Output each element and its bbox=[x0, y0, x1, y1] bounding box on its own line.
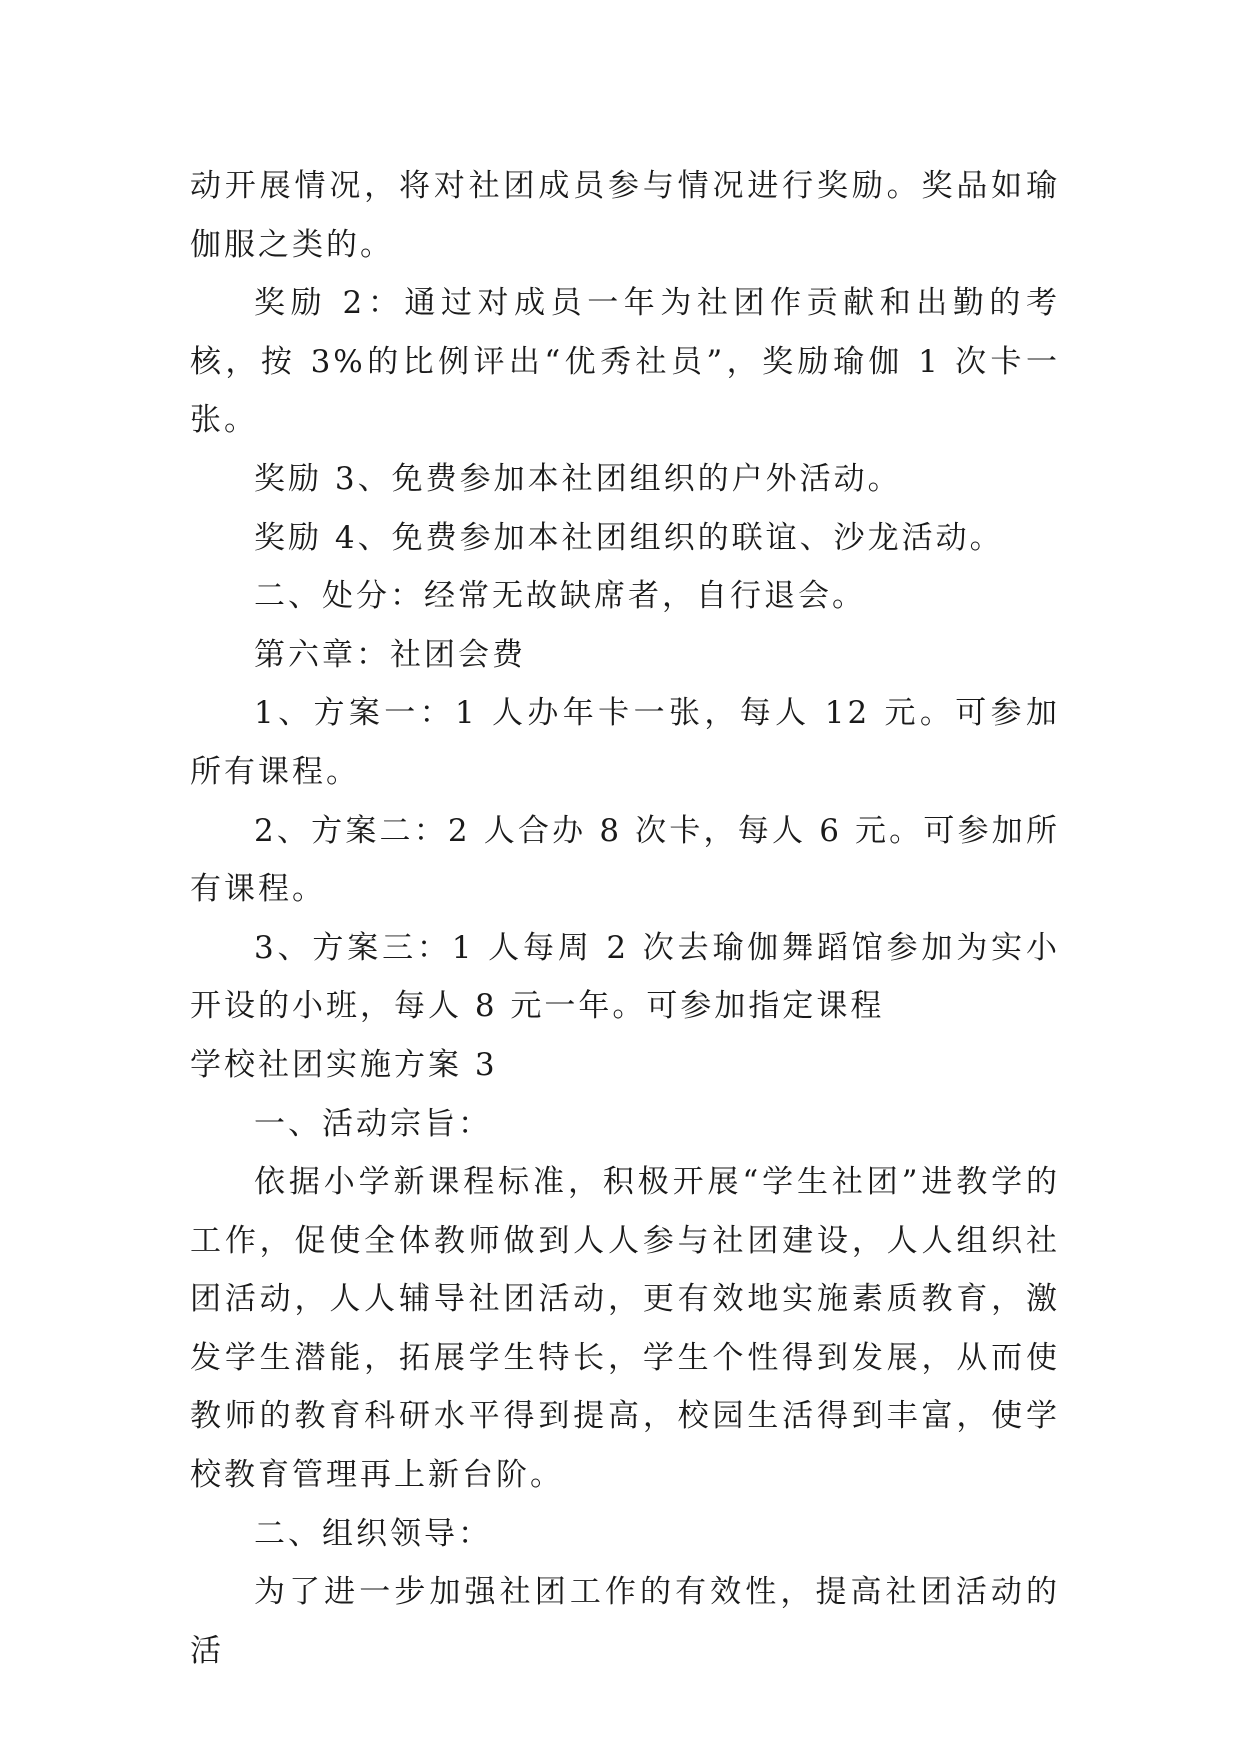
chapter-six-heading: 第六章：社团会费 bbox=[254, 636, 526, 673]
paragraph-penalty: 二、处分：经常无故缺席者，自行退会。 bbox=[254, 578, 866, 615]
paragraph-leadership: 为了进一步加强社团工作的有效性，提高社团活动的活 bbox=[190, 1574, 1060, 1669]
section-title-plan-3: 学校社团实施方案 3 bbox=[190, 1046, 498, 1083]
paragraph-plan-1: 1、方案一：1 人办年卡一张，每人 12 元。可参加所有课程。 bbox=[190, 695, 1060, 790]
paragraph-reward-4: 奖励 4、免费参加本社团组织的联谊、沙龙活动。 bbox=[254, 519, 1004, 556]
section-heading-leadership: 二、组织领导： bbox=[254, 1515, 492, 1552]
paragraph-plan-3: 3、方案三：1 人每周 2 次去瑜伽舞蹈馆参加为实小开设的小班，每人 8 元一年。可参加指定课程 bbox=[190, 929, 1060, 1025]
paragraph-purpose: 依据小学新课程标准，积极开展“学生社团”进教学的工作，促使全体教师做到人人参与社团建设，人人组织社团活动，人人辅导社团活动，更有效地实施素质教育，激发学生潜能，拓展学生特长，学生个性得到发展，从而使教师的教育科研水平得到提高，校园生活得到丰富，使学校教育管理再上新台阶。 bbox=[190, 1164, 1060, 1494]
paragraph-reward-2: 奖励 2：通过对成员一年为社团作贡献和出勤的考核，按 3%的比例评出“优秀社员”，奖励瑜伽 1 次卡一张。 bbox=[190, 285, 1060, 439]
section-heading-purpose: 一、活动宗旨： bbox=[254, 1105, 492, 1142]
document-body bbox=[190, 157, 1060, 1680]
paragraph-reward-continuation: 动开展情况，将对社团成员参与情况进行奖励。奖品如瑜伽服之类的。 bbox=[190, 168, 1060, 263]
paragraph-plan-2: 2、方案二：2 人合办 8 次卡，每人 6 元。可参加所有课程。 bbox=[190, 812, 1060, 908]
paragraph-reward-3: 奖励 3、免费参加本社团组织的户外活动。 bbox=[254, 460, 902, 497]
